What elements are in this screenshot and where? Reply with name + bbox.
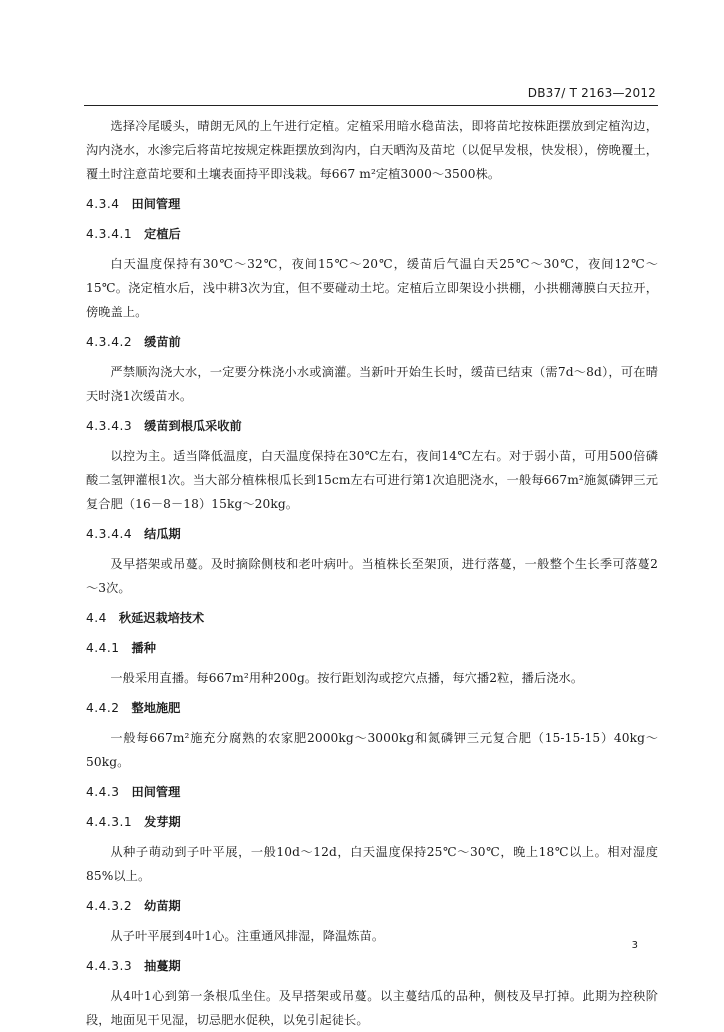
section-number: 4.4	[86, 611, 107, 625]
section-number: 4.4.1	[86, 641, 120, 655]
page-number: 3	[631, 940, 638, 951]
header-rule	[84, 105, 658, 106]
section-number: 4.4.2	[86, 701, 120, 715]
section-title: 田间管理	[131, 197, 181, 211]
section-number: 4.3.4.3	[86, 419, 133, 433]
section-number: 4.4.3	[86, 785, 120, 799]
paragraph: 一般采用直播。每667m²用种200g。按行距划沟或挖穴点播，每穴播2粒，播后浇水。	[110, 671, 584, 685]
section-number: 4.4.3.3	[86, 959, 133, 973]
section-number: 4.3.4.2	[86, 335, 133, 349]
section-title: 抽蔓期	[144, 959, 181, 973]
section-heading	[86, 954, 658, 978]
paragraph: 选择冷尾暖头，晴朗无风的上午进行定植。定植采用暗水稳苗法，即将苗坨按株距摆放到定植沟边，沟内浇水，水渗完后将苗坨按规定株距摆放到沟内，白天晒沟及苗坨（以促早发根，快发根），傍晚覆土，覆土时注意苗坨要和土壤表面持平即浅栽。每667 m²定植3000～3500株。	[86, 119, 658, 181]
section-heading	[86, 522, 658, 546]
section-number: 4.3.4.1	[86, 227, 133, 241]
section-heading	[86, 330, 658, 354]
paragraph: 从种子萌动到子叶平展，一般10d～12d，白天温度保持25℃～30℃，晚上18℃以上。相对湿度85%以上。	[86, 845, 658, 883]
paragraph: 从子叶平展到4叶1心。注重通风排湿，降温炼苗。	[110, 929, 385, 943]
section-number: 4.4.3.1	[86, 815, 133, 829]
section-title: 缓苗到根瓜采收前	[144, 419, 242, 433]
section-title: 播种	[131, 641, 156, 655]
section-heading	[86, 894, 658, 918]
section-heading	[86, 414, 658, 438]
section-title: 幼苗期	[144, 899, 181, 913]
section-title: 结瓜期	[144, 527, 181, 541]
section-heading	[86, 636, 658, 660]
section-heading	[86, 606, 658, 630]
paragraph: 严禁顺沟浇大水，一定要分株浇小水或滴灌。当新叶开始生长时，缓苗已结束（需7d～8d），可在晴天时浇1次缓苗水。	[86, 365, 658, 403]
section-heading	[86, 696, 658, 720]
paragraph: 白天温度保持有30℃～32℃，夜间15℃～20℃，缓苗后气温白天25℃～30℃，夜间12℃～15℃。浇定植水后，浅中耕3次为宜，但不要碰动土坨。定植后立即架设小拱棚，小拱棚薄膜白天拉开，傍晚盖上。	[86, 257, 658, 319]
section-heading	[86, 222, 658, 246]
section-heading	[86, 192, 658, 216]
section-title: 整地施肥	[131, 701, 181, 715]
paragraph: 以控为主。适当降低温度，白天温度保持在30℃左右，夜间14℃左右。对于弱小苗，可用500倍磷酸二氢钾灌根1次。当大部分植株根瓜长到15cm左右可进行第1次追肥浇水，一般每667m²施氮磷钾三元复合肥（16－8－18）15kg～20kg。	[86, 449, 658, 511]
section-number: 4.3.4	[86, 197, 120, 211]
document-code: DB37/ T 2163—2012	[527, 86, 656, 100]
document-body	[86, 114, 658, 1032]
section-title: 田间管理	[131, 785, 181, 799]
section-title: 缓苗前	[144, 335, 181, 349]
section-number: 4.4.3.2	[86, 899, 133, 913]
section-title: 发芽期	[144, 815, 181, 829]
section-heading	[86, 810, 658, 834]
section-heading	[86, 780, 658, 804]
paragraph: 从4叶1心到第一条根瓜坐住。及早搭架或吊蔓。以主蔓结瓜的品种，侧枝及早打掉。此期为控秧阶段，地面见干见湿，切忌肥水促秧，以免引起徒长。	[86, 989, 658, 1027]
paragraph: 及早搭架或吊蔓。及时摘除侧枝和老叶病叶。当植株长至架顶，进行落蔓，一般整个生长季可落蔓2～3次。	[86, 557, 658, 595]
section-number: 4.3.4.4	[86, 527, 133, 541]
section-title: 定植后	[144, 227, 181, 241]
section-title: 秋延迟栽培技术	[118, 611, 205, 625]
paragraph: 一般每667m²施充分腐熟的农家肥2000kg～3000kg和氮磷钾三元复合肥（15-15-15）40kg～50kg。	[86, 731, 658, 769]
